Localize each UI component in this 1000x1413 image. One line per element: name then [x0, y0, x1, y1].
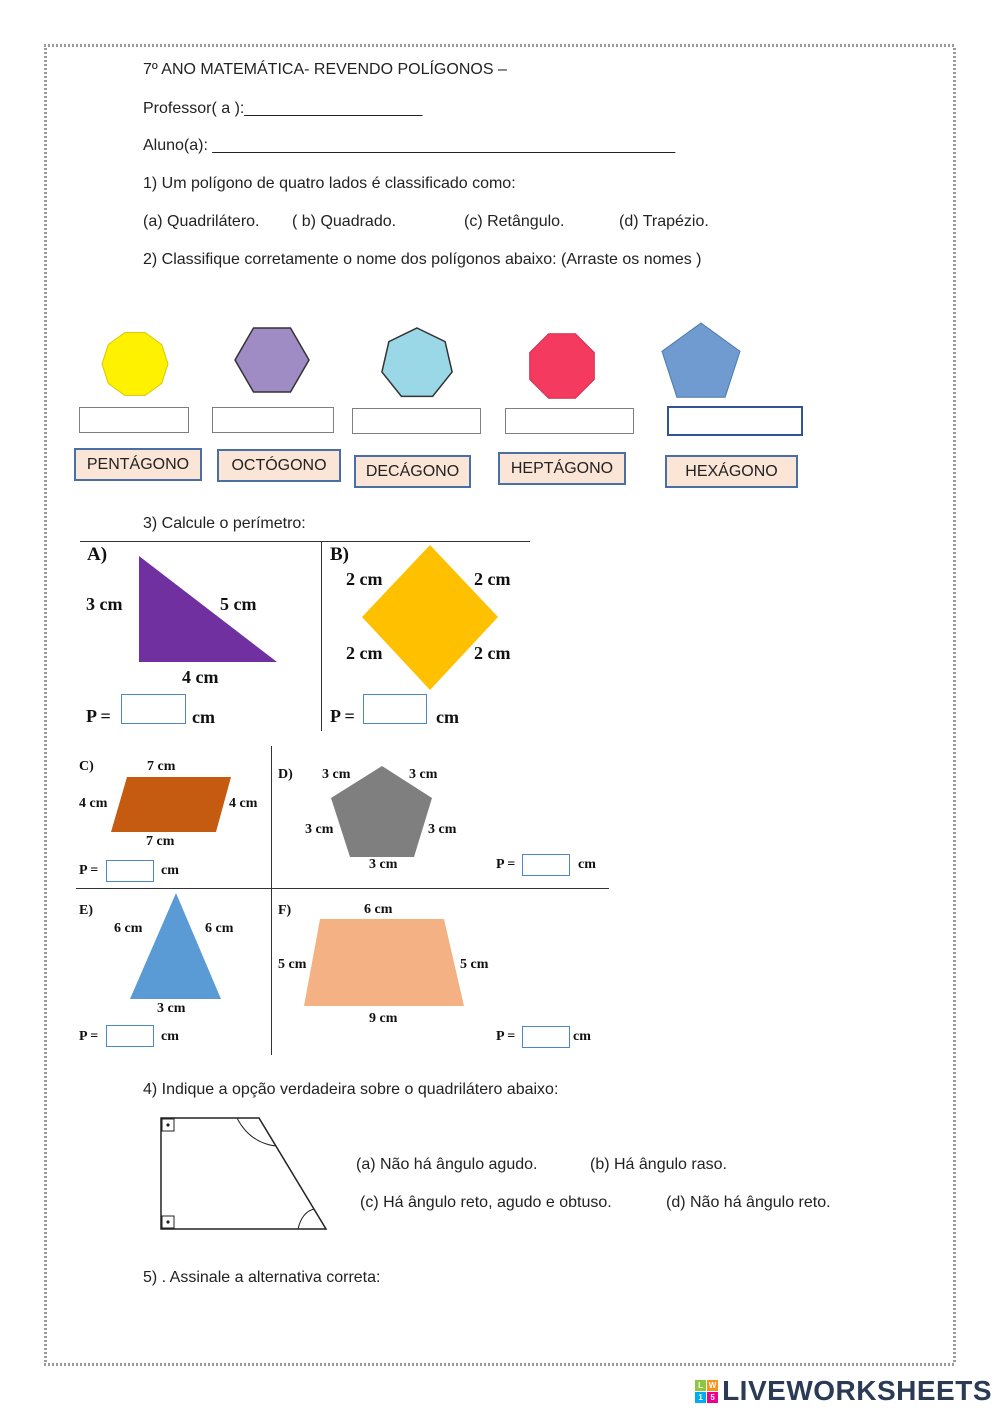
- b-top-right-side: 2 cm: [474, 569, 511, 589]
- a-hypotenuse: 5 cm: [220, 594, 257, 614]
- drag-label-pentagono[interactable]: PENTÁGONO: [74, 448, 202, 481]
- label-f: F): [278, 903, 292, 918]
- d-unit: cm: [578, 857, 596, 872]
- q4-option-b[interactable]: (b) Há ângulo raso.: [590, 1156, 727, 1173]
- f-perimeter-input[interactable]: [522, 1026, 570, 1048]
- q4-option-c[interactable]: (c) Há ângulo reto, agudo e obtuso.: [360, 1194, 612, 1211]
- q1-option-d[interactable]: (d) Trapézio.: [619, 213, 709, 230]
- c-left-side: 4 cm: [79, 796, 108, 811]
- logo-mark-tile: W: [708, 1380, 717, 1390]
- e-unit: cm: [161, 1029, 179, 1044]
- e-p-label: P =: [79, 1029, 99, 1044]
- logo-mark-tile: L: [695, 1380, 706, 1391]
- right-angle-dot: [166, 1123, 169, 1126]
- a-perimeter-input[interactable]: [121, 694, 186, 724]
- d-mid-left-side: 3 cm: [305, 822, 334, 837]
- b-unit: cm: [436, 707, 459, 727]
- label-c: C): [79, 759, 94, 774]
- q5-question: 5) . Assinale a alternativa correta:: [143, 1269, 381, 1286]
- e-right-side: 6 cm: [205, 921, 234, 936]
- c-p-label: P =: [79, 863, 99, 878]
- parallelogram-c-shape: [111, 777, 231, 832]
- liveworksheets-brand-name: LIVEWORKSHEETS: [722, 1375, 992, 1406]
- d-p-label: P =: [496, 857, 516, 872]
- q1-option-b[interactable]: ( b) Quadrado.: [292, 213, 397, 230]
- drag-label-heptagono[interactable]: HEPTÁGONO: [498, 452, 626, 485]
- f-unit: cm: [573, 1029, 591, 1044]
- b-top-left-side: 2 cm: [346, 569, 383, 589]
- f-right-side: 5 cm: [460, 957, 489, 972]
- d-mid-right-side: 3 cm: [428, 822, 457, 837]
- c-unit: cm: [161, 863, 179, 878]
- label-b: B): [330, 544, 349, 565]
- d-top-left-side: 3 cm: [322, 767, 351, 782]
- d-perimeter-input[interactable]: [522, 854, 570, 876]
- label-d: D): [278, 767, 293, 782]
- b-bottom-right-side: 2 cm: [474, 643, 511, 663]
- q4-question: 4) Indique a opção verdadeira sobre o quadrilátero abaixo:: [143, 1081, 559, 1098]
- label-e: E): [79, 903, 93, 918]
- label-a: A): [87, 544, 108, 565]
- c-right-side: 4 cm: [229, 796, 258, 811]
- f-bottom-side: 9 cm: [369, 1011, 398, 1026]
- d-bottom-side: 3 cm: [369, 857, 398, 872]
- table-line: [271, 746, 272, 1055]
- q3-question: 3) Calcule o perímetro:: [143, 515, 306, 532]
- e-left-side: 6 cm: [114, 921, 143, 936]
- b-p-label: P =: [330, 706, 355, 726]
- liveworksheets-logo: [695, 1375, 992, 1407]
- drag-label-decagono[interactable]: DECÁGONO: [354, 455, 471, 488]
- c-bottom-side: 7 cm: [146, 834, 175, 849]
- c-top-side: 7 cm: [147, 759, 176, 774]
- trapezoid-f-shape: [304, 919, 464, 1006]
- drag-label-octogono[interactable]: OCTÓGONO: [217, 449, 341, 482]
- e-perimeter-input[interactable]: [106, 1025, 154, 1047]
- e-bottom-side: 3 cm: [157, 1001, 186, 1016]
- teacher-line: Professor( a ):____________________: [143, 100, 423, 117]
- logo-mark-tile: 5: [707, 1392, 718, 1403]
- f-top-side: 6 cm: [364, 902, 393, 917]
- student-line: Aluno(a): ____________________________________________________: [143, 137, 676, 154]
- q2-question: 2) Classifique corretamente o nome dos polígonos abaixo: (Arraste os nomes ): [143, 251, 702, 268]
- c-perimeter-input[interactable]: [106, 860, 154, 882]
- a-p-label: P =: [86, 706, 111, 726]
- b-bottom-left-side: 2 cm: [346, 643, 383, 663]
- drag-label-hexagono[interactable]: HEXÁGONO: [665, 455, 798, 488]
- q4-option-a[interactable]: (a) Não há ângulo agudo.: [356, 1156, 538, 1173]
- f-left-side: 5 cm: [278, 957, 307, 972]
- logo-mark-tile: 1: [695, 1392, 706, 1403]
- q4-option-d[interactable]: (d) Não há ângulo reto.: [666, 1194, 831, 1211]
- q1-option-c[interactable]: (c) Retângulo.: [464, 213, 565, 230]
- a-unit: cm: [192, 707, 215, 727]
- liveworksheets-logo-mark: [695, 1380, 718, 1403]
- a-left-side: 3 cm: [86, 594, 123, 614]
- right-angle-dot: [166, 1220, 169, 1223]
- triangle-e-shape: [130, 893, 221, 999]
- f-p-label: P =: [496, 1029, 516, 1044]
- q1-option-a[interactable]: (a) Quadrilátero.: [143, 213, 260, 230]
- rhombus-b-shape: [362, 545, 498, 690]
- worksheet-title: 7º ANO MATEMÁTICA- REVENDO POLÍGONOS –: [143, 61, 507, 78]
- a-bottom-side: 4 cm: [182, 667, 219, 687]
- b-perimeter-input[interactable]: [363, 694, 427, 724]
- q1-question: 1) Um polígono de quatro lados é classificado como:: [143, 175, 516, 192]
- table-line: [76, 888, 609, 889]
- d-top-right-side: 3 cm: [409, 767, 438, 782]
